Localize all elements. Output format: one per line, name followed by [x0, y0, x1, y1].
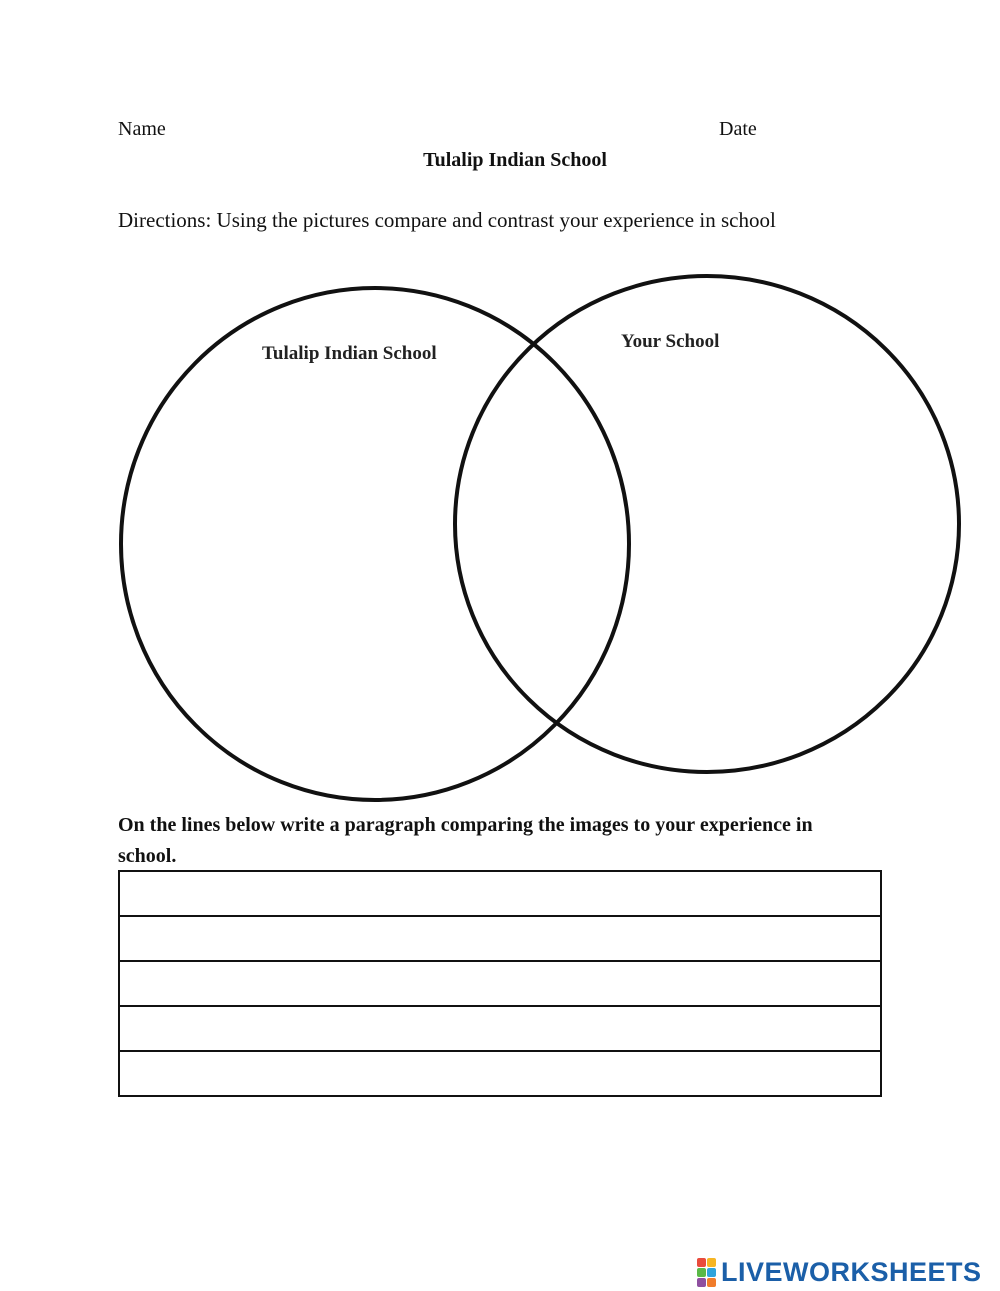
writing-lines-box [118, 870, 882, 1097]
logo-tile [707, 1268, 716, 1277]
writing-line [120, 1052, 880, 1095]
logo-tile [697, 1258, 706, 1267]
writing-line [120, 917, 880, 962]
writing-line-input[interactable] [120, 1052, 880, 1095]
writing-line-input[interactable] [120, 917, 880, 960]
page-title: Tulalip Indian School [423, 149, 607, 171]
liveworksheets-logo-icon [697, 1258, 716, 1287]
logo-tile [697, 1268, 706, 1277]
liveworksheets-logo-text: LIVEWORKSHEETS [721, 1256, 982, 1287]
paragraph-prompt: On the lines below write a paragraph comparing the images to your experience in school. [118, 814, 813, 867]
writing-line-input[interactable] [120, 962, 880, 1005]
logo-tile [697, 1278, 706, 1287]
writing-line [120, 1007, 880, 1052]
venn-right-label: Your School [621, 331, 720, 352]
logo-tile [707, 1258, 716, 1267]
logo-tile [707, 1278, 716, 1287]
writing-line [120, 872, 880, 917]
writing-line-input[interactable] [120, 872, 880, 915]
liveworksheets-logo [697, 1257, 982, 1287]
writing-line [120, 962, 880, 1007]
name-label: Name [118, 118, 166, 140]
date-label: Date [719, 118, 757, 140]
directions-text: Directions: Using the pictures compare and contrast your experience in school [118, 208, 776, 232]
writing-line-input[interactable] [120, 1007, 880, 1050]
venn-left-label: Tulalip Indian School [262, 343, 437, 364]
venn-left-circle [121, 288, 629, 800]
